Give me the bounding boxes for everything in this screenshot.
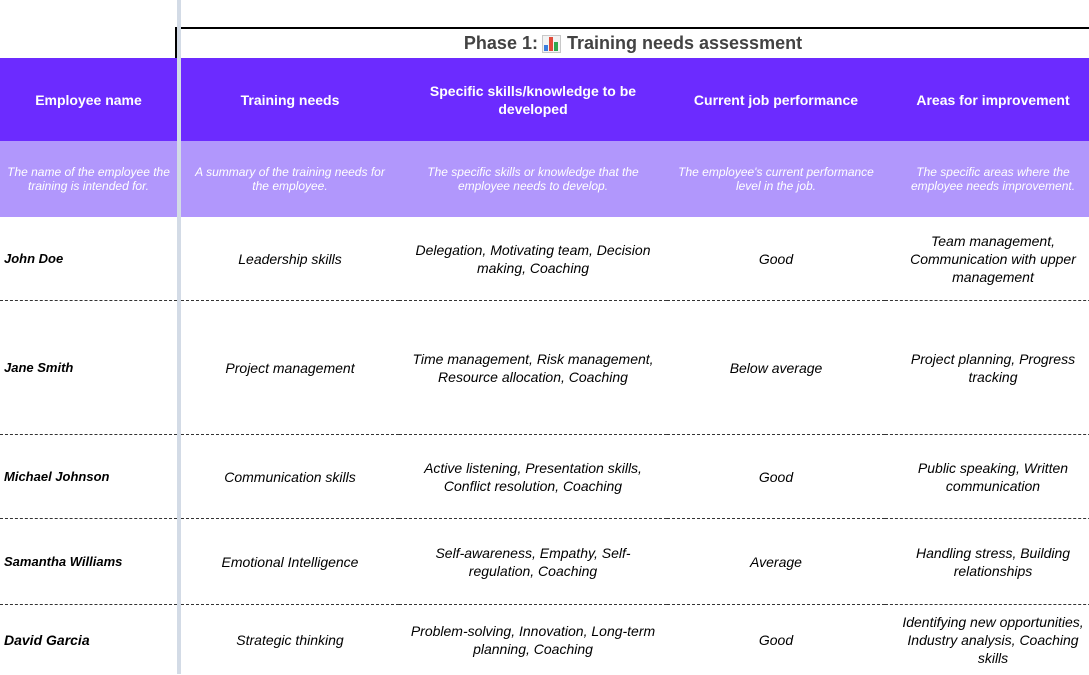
training-needs-cell[interactable]: Leadership skills xyxy=(181,217,399,301)
employee-name-cell[interactable]: Jane Smith xyxy=(0,301,177,435)
performance-cell[interactable]: Good xyxy=(667,217,885,301)
employee-name-cell[interactable]: David Garcia xyxy=(4,632,90,648)
header-specific-skills[interactable]: Specific skills/knowledge to be developed xyxy=(399,58,667,141)
desc-employee-name[interactable]: The name of the employee the training is intended for. xyxy=(0,141,177,217)
header-training-needs[interactable]: Training needs xyxy=(181,58,399,141)
desc-areas-improvement[interactable]: The specific areas where the employee needs improvement. xyxy=(885,141,1089,217)
header-areas-improvement[interactable]: Areas for improvement xyxy=(885,58,1089,141)
skills-cell[interactable]: Problem-solving, Innovation, Long-term planning, Coaching xyxy=(410,623,656,657)
phase-title: Training needs assessment xyxy=(566,33,803,53)
employee-name-cell[interactable]: Samantha Williams xyxy=(0,519,177,605)
skills-cell[interactable]: Delegation, Motivating team, Decision making, Coaching xyxy=(399,217,667,301)
header-current-performance[interactable]: Current job performance xyxy=(667,58,885,141)
performance-cell[interactable]: Below average xyxy=(667,301,885,435)
header-employee-name[interactable]: Employee name xyxy=(0,58,177,141)
training-needs-cell[interactable]: Strategic thinking xyxy=(236,632,344,648)
skills-cell[interactable]: Active listening, Presentation skills, Conflict resolution, Coaching xyxy=(399,435,667,519)
frozen-column-divider[interactable] xyxy=(177,0,181,674)
phase-label: Phase 1: xyxy=(463,33,538,53)
improvement-cell[interactable]: Identifying new opportunities, Industry analysis, Coaching skills xyxy=(902,614,1084,666)
performance-cell[interactable]: Good xyxy=(667,435,885,519)
bar-chart-icon xyxy=(542,35,561,53)
assessment-table xyxy=(0,58,1089,675)
desc-specific-skills[interactable]: The specific skills or knowledge that the employee needs to develop. xyxy=(399,141,667,217)
employee-name-cell[interactable]: Michael Johnson xyxy=(0,435,177,519)
improvement-cell[interactable]: Handling stress, Building relationships xyxy=(885,519,1089,605)
performance-cell[interactable]: Average xyxy=(667,519,885,605)
skills-cell[interactable]: Self-awareness, Empathy, Self-regulation, Coaching xyxy=(399,519,667,605)
improvement-cell[interactable]: Project planning, Progress tracking xyxy=(885,301,1089,435)
training-needs-cell[interactable]: Communication skills xyxy=(181,435,399,519)
skills-cell[interactable]: Time management, Risk management, Resource allocation, Coaching xyxy=(399,301,667,435)
improvement-cell[interactable]: Team management, Communication with upper management xyxy=(885,217,1089,301)
desc-training-needs[interactable]: A summary of the training needs for the employee. xyxy=(181,141,399,217)
training-needs-cell[interactable]: Emotional Intelligence xyxy=(181,519,399,605)
desc-current-performance[interactable]: The employee's current performance level in the job. xyxy=(667,141,885,217)
improvement-cell[interactable]: Public speaking, Written communication xyxy=(885,435,1089,519)
phase-title-cell[interactable] xyxy=(177,27,1089,58)
performance-cell[interactable]: Good xyxy=(758,632,794,648)
employee-name-cell[interactable]: John Doe xyxy=(0,217,177,301)
training-needs-cell[interactable]: Project management xyxy=(181,301,399,435)
